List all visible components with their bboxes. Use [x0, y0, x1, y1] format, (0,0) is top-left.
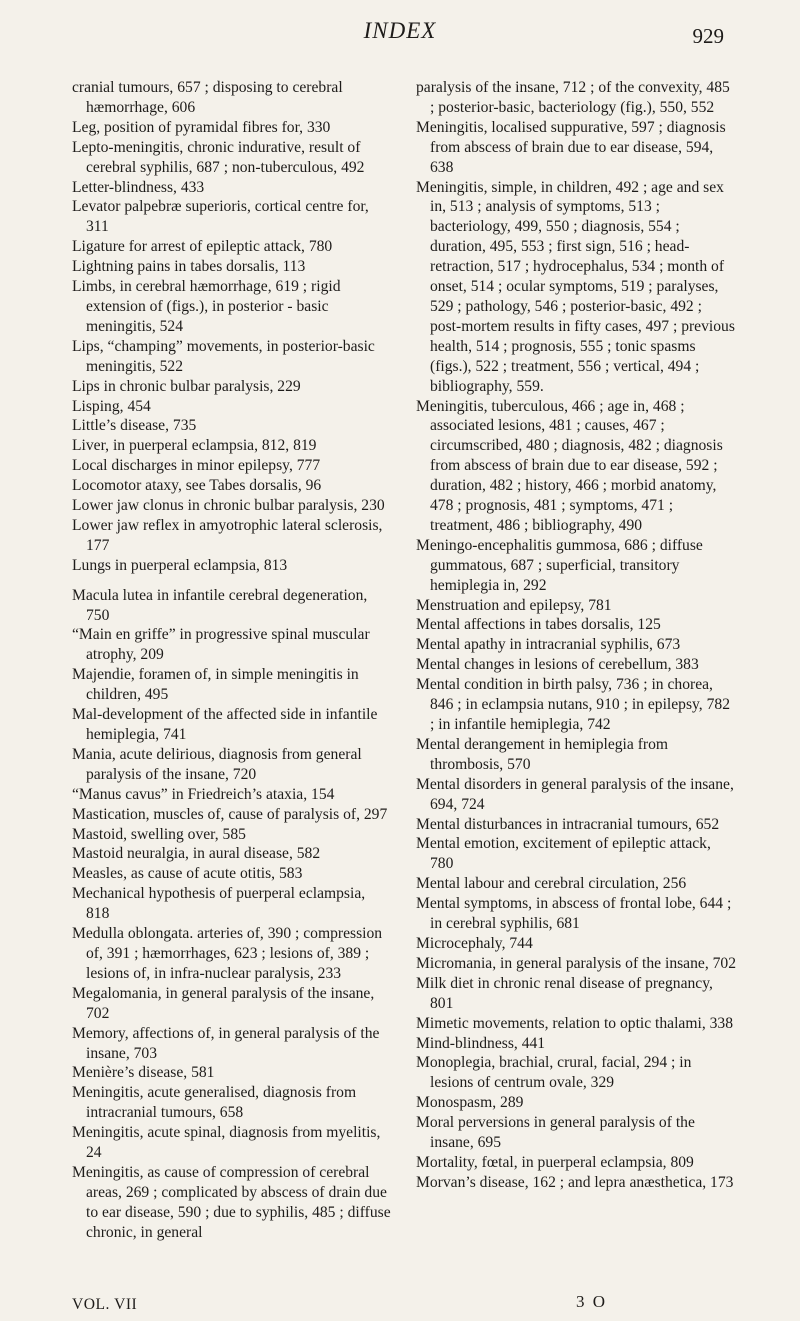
- index-entry: Mimetic movements, relation to optic thalami, 338: [416, 1014, 734, 1032]
- index-entry: Measles, as cause of acute otitis, 583: [72, 865, 303, 883]
- page-header: [0, 18, 800, 58]
- index-entry: “Main en griffe” in progressive spinal muscular atrophy, 209: [72, 626, 370, 664]
- index-entry: Mania, acute delirious, diagnosis from general paralysis of the insane, 720: [72, 745, 362, 783]
- index-entry: Lepto-meningitis, chronic indurative, result of cerebral syphilis, 687 ; non-tuberculous, 492: [72, 138, 365, 176]
- index-entry: Majendie, foramen of, in simple meningitis in children, 495: [72, 666, 359, 704]
- index-entry: Lungs in puerperal eclampsia, 813: [72, 556, 288, 574]
- index-entry: Megalomania, in general paralysis of the insane, 702: [72, 984, 375, 1022]
- index-entry: Meningo-encephalitis gummosa, 686 ; diffuse gummatous, 687 ; superficial, transitory hemiplegia in, 292: [416, 536, 703, 594]
- index-entry: Monoplegia, brachial, crural, facial, 294 ; in lesions of centrum ovale, 329: [416, 1054, 692, 1092]
- index-entry: cranial tumours, 657 ; disposing to cerebral hæmorrhage, 606: [72, 79, 343, 116]
- index-entry: Mastication, muscles of, cause of paralysis of, 297: [72, 805, 388, 823]
- index-entry: Mechanical hypothesis of puerperal eclampsia, 818: [72, 885, 366, 923]
- index-entry: Liver, in puerperal eclampsia, 812, 819: [72, 437, 317, 455]
- index-entry: Leg, position of pyramidal fibres for, 330: [72, 118, 331, 136]
- index-column-left: [72, 78, 392, 1243]
- index-entry: Macula lutea in infantile cerebral degeneration, 750: [72, 586, 368, 624]
- index-entry: Mental affections in tabes dorsalis, 125: [416, 616, 661, 634]
- index-entry: Menière’s disease, 581: [72, 1064, 215, 1082]
- index-entry: Meningitis, tuberculous, 466 ; age in, 468 ; associated lesions, 481 ; causes, 467 ; circumscribed, 480 ; diagnosis, 482 ; diagnosis from abscess of brain due to ear disease, 592 ; duration, 482 ; history, 466 ; morbid anatomy, 478 ; prognosis, 481 ; symptoms, 471 ; treatment, 486 ; bibliography, 490: [416, 397, 723, 534]
- index-entry: Medulla oblongata. arteries of, 390 ; compression of, 391 ; hæmorrhages, 623 ; lesions of, 389 ; lesions of, in infra-nuclear paralysis, 233: [72, 925, 383, 982]
- index-entry: Mental disturbances in intracranial tumours, 652: [416, 815, 720, 833]
- index-entry: Lisping, 454: [72, 397, 151, 415]
- index-entry: Meningitis, localised suppurative, 597 ; diagnosis from abscess of brain due to ear disease, 594, 638: [416, 118, 726, 176]
- index-entry: Mental apathy in intracranial syphilis, 673: [416, 636, 681, 654]
- index-entry: Meningitis, acute spinal, diagnosis from myelitis, 24: [72, 1124, 381, 1162]
- index-entry: Mental condition in birth palsy, 736 ; in chorea, 846 ; in eclampsia nutans, 910 ; in epilepsy, 782 ; in infantile hemiplegia, 742: [416, 676, 730, 733]
- index-entry: Mastoid, swelling over, 585: [72, 825, 246, 843]
- index-entry: Milk diet in chronic renal disease of pregnancy, 801: [416, 974, 713, 1012]
- index-entry: Lower jaw reflex in amyotrophic lateral sclerosis, 177: [72, 516, 383, 554]
- index-entry: Mind-blindness, 441: [416, 1034, 546, 1052]
- page-number: 929: [692, 24, 724, 48]
- index-entry: Meningitis, simple, in children, 492 ; age and sex in, 513 ; analysis of symptoms, 513 ; bacteriology, 499, 550 ; diagnosis, 554 ; duration, 495, 553 ; first sign, 516 ; head-retraction, 517 ; hydrocephalus, 534 ; month of onset, 514 ; ocular symptoms, 519 ; paralyses, 529 ; pathology, 546 ; posterior-basic, 492 ; post-mortem results in fifty cases, 497 ; previous health, 514 ; prognosis, 555 ; tonic spasms (figs.), 522 ; treatment, 556 ; vertical, 494 ; bibliography, 559.: [416, 178, 735, 395]
- index-entry: Limbs, in cerebral hæmorrhage, 619 ; rigid extension of (figs.), in posterior - basic meningitis, 524: [72, 278, 341, 335]
- index-entry: Local discharges in minor epilepsy, 777: [72, 457, 321, 475]
- index-entry: Lips, “champing” movements, in posterior-basic meningitis, 522: [72, 337, 375, 375]
- index-entry: Lips in chronic bulbar paralysis, 229: [72, 377, 301, 395]
- running-title: INDEX: [363, 18, 437, 43]
- index-entry: “Manus cavus” in Friedreich’s ataxia, 154: [72, 785, 335, 803]
- index-entry: Mental disorders in general paralysis of the insane, 694, 724: [416, 775, 734, 813]
- index-entry: Micromania, in general paralysis of the insane, 702: [416, 954, 737, 972]
- index-entry: Meningitis, as cause of compression of cerebral areas, 269 ; complicated by abscess of drain due to ear disease, 590 ; due to syphilis, 485 ; diffuse chronic, in general: [72, 1163, 391, 1241]
- index-entry: Levator palpebræ superioris, cortical centre for, 311: [72, 198, 369, 236]
- index-entry: Little’s disease, 735: [72, 417, 197, 435]
- index-entry: Mental symptoms, in abscess of frontal lobe, 644 ; in cerebral syphilis, 681: [416, 895, 732, 933]
- index-entry: Mental emotion, excitement of epileptic attack, 780: [416, 835, 711, 873]
- index-entry: Memory, affections of, in general paralysis of the insane, 703: [72, 1024, 380, 1062]
- signature-mark: 3 O: [576, 1292, 608, 1311]
- index-entry: Mastoid neuralgia, in aural disease, 582: [72, 845, 321, 863]
- index-entry: Menstruation and epilepsy, 781: [416, 596, 612, 614]
- index-entry: Morvan’s disease, 162 ; and lepra anæsthetica, 173: [416, 1173, 734, 1191]
- index-entry: Mortality, fœtal, in puerperal eclampsia, 809: [416, 1153, 694, 1171]
- index-column-right: [416, 78, 736, 1193]
- index-entry: Mal-development of the affected side in infantile hemiplegia, 741: [72, 706, 378, 743]
- index-entry: Meningitis, acute generalised, diagnosis from intracranial tumours, 658: [72, 1084, 357, 1122]
- index-entry: Lower jaw clonus in chronic bulbar paralysis, 230: [72, 497, 385, 515]
- index-entry: Microcephaly, 744: [416, 934, 533, 952]
- index-entry: Ligature for arrest of epileptic attack, 780: [72, 238, 333, 256]
- index-entry: paralysis of the insane, 712 ; of the convexity, 485 ; posterior-basic, bacteriology (fig.), 550, 552: [416, 79, 730, 116]
- volume-label: VOL. VII: [72, 1296, 138, 1313]
- index-entry: Moral perversions in general paralysis of the insane, 695: [416, 1114, 695, 1152]
- index-entry: Locomotor ataxy, see Tabes dorsalis, 96: [72, 477, 322, 495]
- index-entry: Letter-blindness, 433: [72, 178, 205, 196]
- index-entry: Monospasm, 289: [416, 1094, 524, 1112]
- index-entry: Lightning pains in tabes dorsalis, 113: [72, 258, 306, 276]
- index-entry: Mental derangement in hemiplegia from thrombosis, 570: [416, 735, 669, 773]
- index-entry: Mental labour and cerebral circulation, 256: [416, 875, 687, 893]
- index-entry: Mental changes in lesions of cerebellum, 383: [416, 656, 699, 674]
